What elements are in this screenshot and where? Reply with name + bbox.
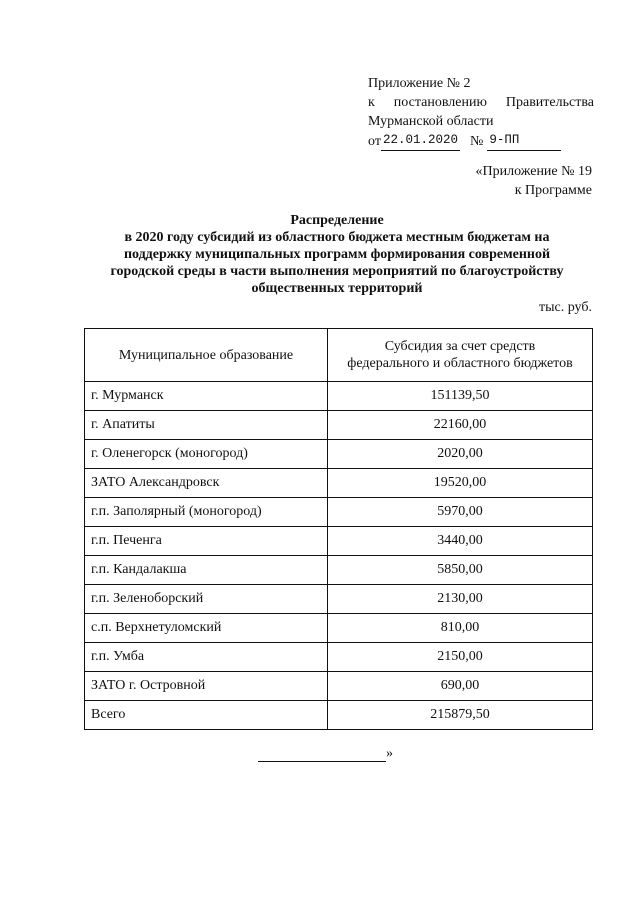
header-subsidy-line-2: федерального и областного бюджетов (347, 356, 573, 371)
subsidy-value: 2150,00 (328, 643, 593, 672)
annex-number: Приложение № 2 (368, 76, 471, 91)
annex-decree-word-1: к (368, 95, 375, 110)
total-value: 215879,50 (328, 701, 593, 730)
closing-quote: » (386, 746, 393, 761)
table-row (85, 556, 593, 585)
header-municipality: Муниципальное образование (85, 329, 328, 382)
annex-region: Мурманской области (368, 114, 494, 129)
municipality-name: г.п. Кандалакша (85, 556, 328, 585)
decree-number: 9-ПП (487, 131, 561, 151)
table-header-row (85, 329, 593, 382)
table-row (85, 469, 593, 498)
units-label: тыс. руб. (539, 300, 592, 315)
annex-decree-word-2: постановлению (393, 95, 487, 110)
total-label: Всего (85, 701, 328, 730)
table-row (85, 643, 593, 672)
municipality-name: г. Оленегорск (моногород) (85, 440, 328, 469)
table-total-row (85, 701, 593, 730)
municipality-name: г.п. Умба (85, 643, 328, 672)
subsidy-value: 690,00 (328, 672, 593, 701)
municipality-name: г.п. Печенга (85, 527, 328, 556)
municipality-name: с.п. Верхнетуломский (85, 614, 328, 643)
table-row (85, 672, 593, 701)
table-row (85, 382, 593, 411)
document-title (82, 212, 592, 297)
decree-date: 22.01.2020 (381, 131, 460, 151)
table-row (85, 498, 593, 527)
subsidy-value: 5850,00 (328, 556, 593, 585)
subsidy-value: 19520,00 (328, 469, 593, 498)
title-line-4: городской среды в части выполнения мероприятий по благоустройству (110, 264, 564, 279)
closing-line (258, 746, 393, 762)
closing-rule (258, 747, 386, 762)
municipality-name: ЗАТО Александровск (85, 469, 328, 498)
title-line-2: в 2020 году субсидий из областного бюджета местным бюджетам на (124, 230, 550, 245)
program-annex-number: «Приложение № 19 (475, 164, 592, 179)
subsidy-value: 2130,00 (328, 585, 593, 614)
table-row (85, 440, 593, 469)
municipality-name: г. Апатиты (85, 411, 328, 440)
annex-decree-word-3: Правительства (505, 95, 594, 110)
annex-header (368, 74, 594, 151)
subsidy-value: 2020,00 (328, 440, 593, 469)
title-line-3: поддержку муниципальных программ формирования современной (123, 247, 551, 262)
table-row (85, 527, 593, 556)
subsidy-value: 5970,00 (328, 498, 593, 527)
annex-date-line (368, 131, 594, 151)
title-line-5: общественных территорий (251, 281, 423, 296)
date-prefix: от (368, 134, 381, 149)
subsidy-value: 3440,00 (328, 527, 593, 556)
subsidy-value: 151139,50 (328, 382, 593, 411)
program-annex-header (476, 162, 593, 200)
title-line-1: Распределение (290, 213, 384, 228)
table-row (85, 614, 593, 643)
number-prefix: № (469, 134, 484, 149)
municipality-name: ЗАТО г. Островной (85, 672, 328, 701)
subsidy-table (84, 328, 593, 730)
header-subsidy (328, 329, 593, 382)
program-annex-ref: к Программе (514, 183, 592, 198)
annex-decree-line (368, 93, 594, 112)
table-row (85, 411, 593, 440)
municipality-name: г.п. Заполярный (моногород) (85, 498, 328, 527)
municipality-name: г. Мурманск (85, 382, 328, 411)
municipality-name: г.п. Зеленоборский (85, 585, 328, 614)
subsidy-value: 810,00 (328, 614, 593, 643)
header-subsidy-line-1: Субсидия за счет средств (384, 339, 536, 354)
subsidy-value: 22160,00 (328, 411, 593, 440)
table-row (85, 585, 593, 614)
